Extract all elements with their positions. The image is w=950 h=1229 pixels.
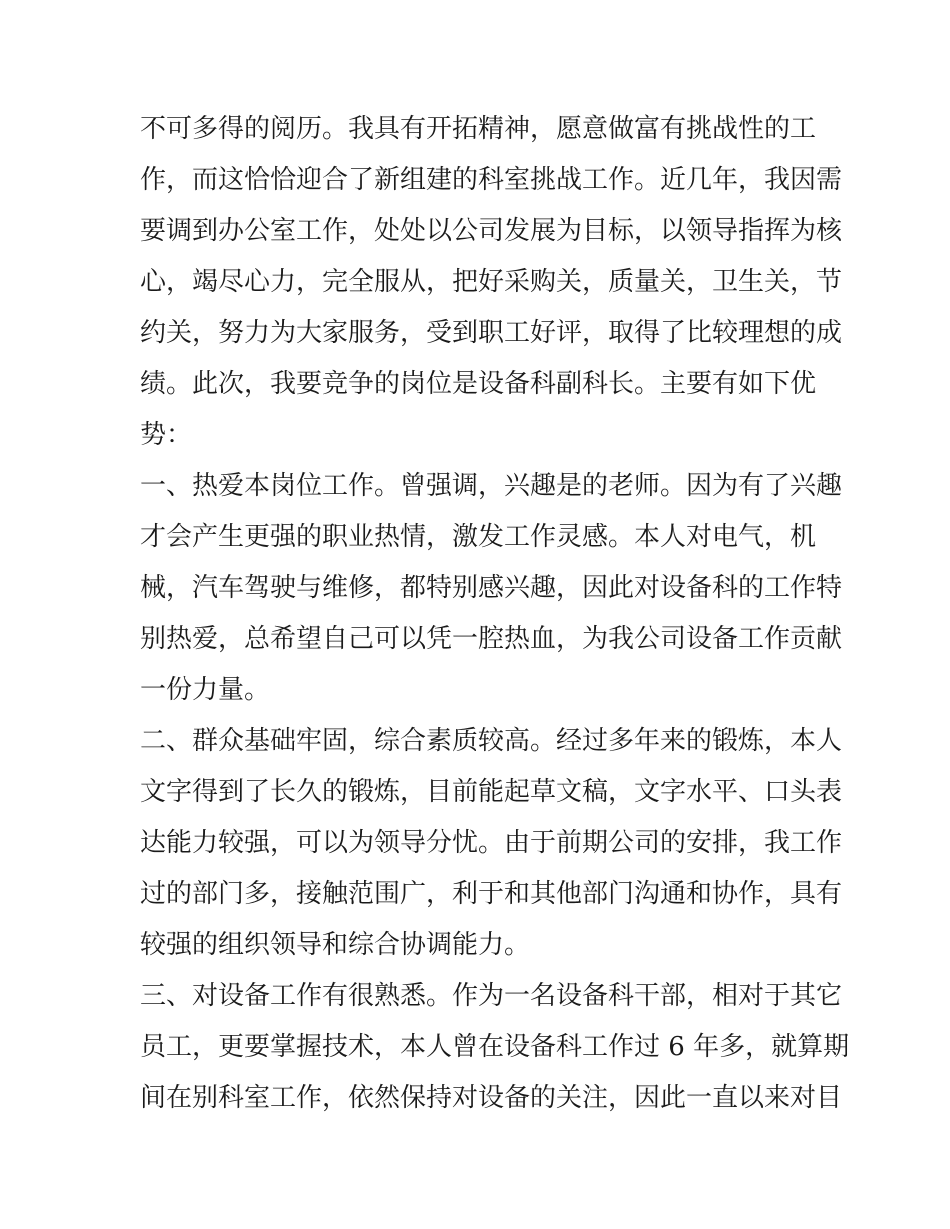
text-line: 不可多得的阅历。我具有开拓精神，愿意做富有挑战性的工 [140, 114, 817, 144]
text-line: 一、热爱本岗位工作。曾强调，兴趣是的老师。因为有了兴趣 [140, 471, 843, 501]
text-line: 二、群众基础牢固，综合素质较高。经过多年来的锻炼，本人 [140, 726, 843, 756]
text-line: 绩。此次，我要竞争的岗位是设备科副科长。主要有如下优 [140, 369, 817, 399]
text-line: 约关，努力为大家服务，受到职工好评，取得了比较理想的成 [140, 318, 843, 348]
text-line: 员工，更要掌握技术，本人曾在设备科工作过 6 年多，就算期 [140, 1032, 850, 1062]
text-line: 一份力量。 [140, 675, 271, 705]
text-line: 过的部门多，接触范围广，利于和其他部门沟通和协作，具有 [140, 879, 843, 909]
text-line: 要调到办公室工作，处处以公司发展为目标，以领导指挥为核 [140, 216, 843, 246]
text-line: 文字得到了长久的锻炼，目前能起草文稿，文字水平、口头表 [140, 777, 843, 807]
text-line: 间在别科室工作，依然保持对设备的关注，因此一直以来对目 [140, 1083, 843, 1113]
text-line: 达能力较强，可以为领导分忧。由于前期公司的安排，我工作 [140, 828, 843, 858]
text-line: 心，竭尽心力，完全服从，把好采购关，质量关，卫生关，节 [140, 267, 843, 297]
text-line: 械，汽车驾驶与维修，都特别感兴趣，因此对设备科的工作特 [140, 573, 843, 603]
text-line: 才会产生更强的职业热情，激发工作灵感。本人对电气，机 [140, 522, 817, 552]
text-line: 别热爱，总希望自己可以凭一腔热血，为我公司设备工作贡献 [140, 624, 843, 654]
document-body [140, 104, 850, 1124]
text-line: 势： [140, 420, 193, 450]
text-line: 较强的组织领导和综合协调能力。 [140, 930, 531, 960]
text-line: 作，而这恰恰迎合了新组建的科室挑战工作。近几年，我因需 [140, 165, 843, 195]
text-line: 三、对设备工作有很熟悉。作为一名设备科干部，相对于其它 [140, 981, 843, 1011]
